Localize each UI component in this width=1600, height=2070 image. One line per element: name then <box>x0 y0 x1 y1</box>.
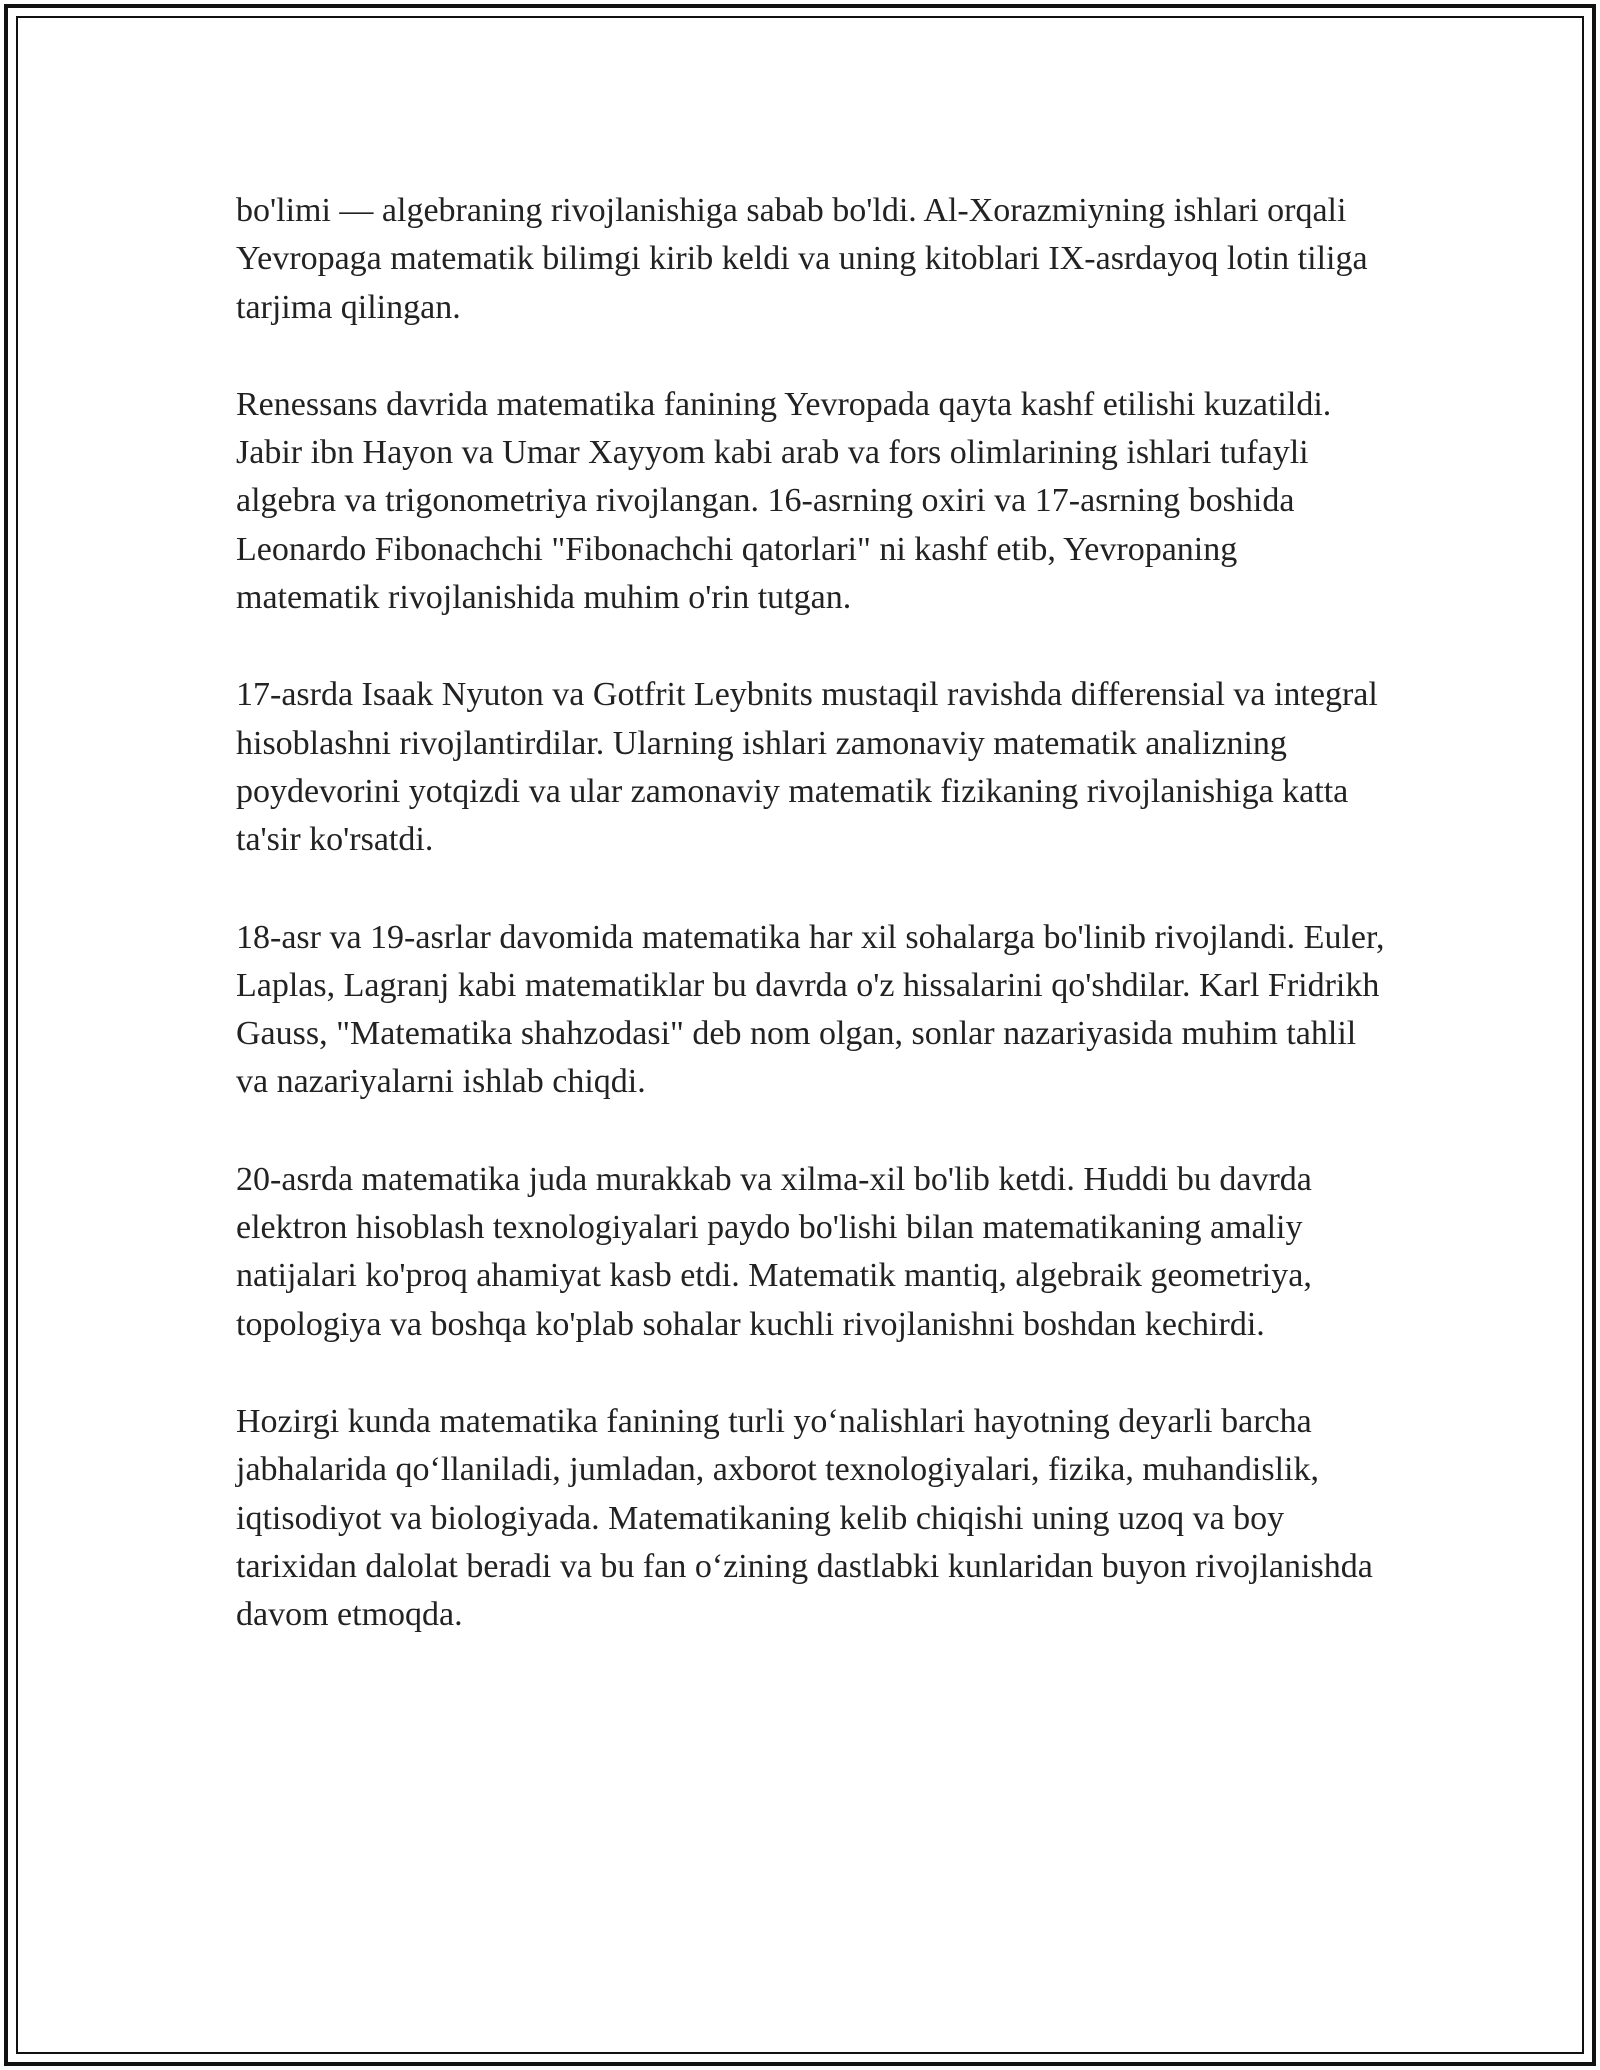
document-body <box>236 187 1386 1688</box>
paragraph-4: 18-asr va 19-asrlar davomida matematika har xil sohalarga bo'linib rivojlandi. Euler, Laplas, Lagranj kabi matematiklar bu davrda o'z hissalarini qo'shdilar. Karl Fridrikh Gauss, "Matematika shahzodasi" deb nom olgan, sonlar nazariyasida muhim tahlil va nazariyalarni ishlab chiqdi. <box>236 918 1385 1101</box>
paragraph-2: Renessans davrida matematika fanining Yevropada qayta kashf etilishi kuzatildi. Jabir ibn Hayon va Umar Xayyom kabi arab va fors olimlarining ishlari tufayli algebra va trigonometriya rivojlangan. 16-asrning oxiri va 17-asrning boshida Leonardo Fibonachchi "Fibonachchi qatorlari" ni kashf etib, Yevropaning matematik rivojlanishida muhim o'rin tutgan. <box>236 385 1332 617</box>
paragraph-1: bo'limi — algebraning rivojlanishiga sabab bo'ldi. Al-Xorazmiyning ishlari orqali Yevropaga matematik bilimgi kirib keldi va uning kitoblari IX-asrdayoq lotin tiliga tarjima qilingan. <box>236 192 1368 326</box>
paragraph-6: Hozirgi kunda matematika fanining turli yo‘nalishlari hayotning deyarli barcha jabhalarida qo‘llaniladi, jumladan, axborot texnologiyalari, fizika, muhandislik, iqtisodiyot va biologiyada. Matematikaning kelib chiqishi uning uzoq va boy tarixidan dalolat beradi va bu fan o‘zining dastlabki kunlaridan buyon rivojlanishda davom etmoqda. <box>236 1402 1373 1634</box>
paragraph-5: 20-asrda matematika juda murakkab va xilma-xil bo'lib ketdi. Huddi bu davrda elektron hisoblash texnologiyalari paydo bo'lishi bilan matematikaning amaliy natijalari ko'proq ahamiyat kasb etdi. Matematik mantiq, algebraik geometriya, topologiya va boshqa ko'plab sohalar kuchli rivojlanishni boshdan kechirdi. <box>236 1160 1312 1343</box>
paragraph-3: 17-asrda Isaak Nyuton va Gotfrit Leybnits mustaqil ravishda differensial va integral hisoblashni rivojlantirdilar. Ularning ishlari zamonaviy matematik analizning poydevorini yotqizdi va ular zamonaviy matematik fizikaning rivojlanishiga katta ta'sir ko'rsatdi. <box>236 676 1378 859</box>
